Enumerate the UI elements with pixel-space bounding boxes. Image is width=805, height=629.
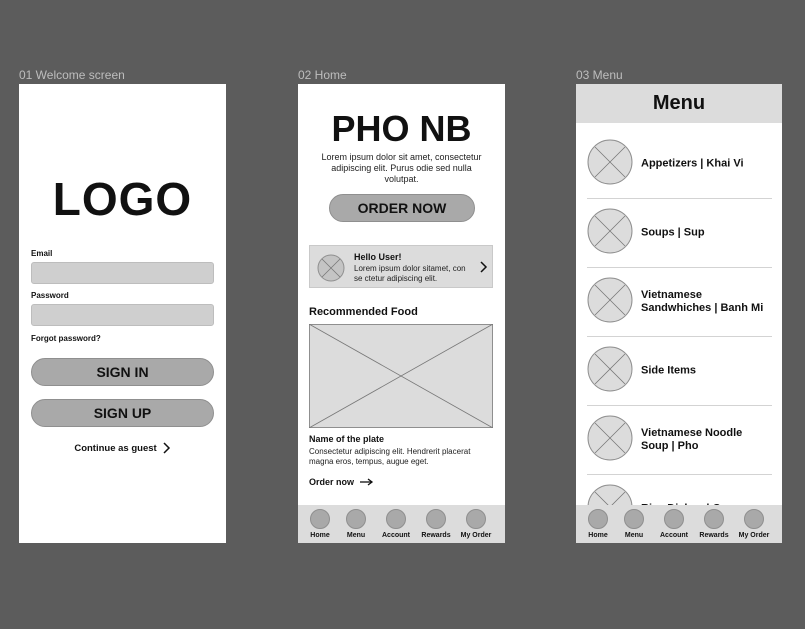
- nav-my-order[interactable]: [456, 509, 496, 539]
- nav-label: My Order: [460, 532, 492, 539]
- menu-item-label: Appetizers | Khai Vi: [641, 157, 744, 170]
- logo: LOGO: [52, 173, 193, 225]
- menu-screen: [576, 84, 782, 543]
- avatar-placeholder-icon: [317, 254, 345, 282]
- nav-menu[interactable]: [614, 509, 654, 539]
- nav-label: Menu: [624, 532, 644, 539]
- menu-item[interactable]: [587, 130, 772, 199]
- forgot-password-link[interactable]: Forgot password?: [31, 334, 101, 343]
- menu-item[interactable]: [587, 268, 772, 337]
- nav-home[interactable]: [300, 509, 340, 539]
- food-placeholder-icon: [587, 346, 633, 392]
- menu-item[interactable]: [587, 199, 772, 268]
- brand-title: PHO NB: [331, 108, 472, 149]
- menu-item[interactable]: [587, 406, 772, 475]
- email-field[interactable]: [31, 262, 214, 284]
- continue-as-guest-link[interactable]: [19, 442, 226, 454]
- rewards-icon: [704, 509, 724, 529]
- nav-label: Menu: [346, 532, 366, 539]
- menu-item[interactable]: [587, 337, 772, 406]
- food-placeholder-icon: [587, 208, 633, 254]
- account-icon: [664, 509, 684, 529]
- plate-description: Consectetur adipiscing elit. Hendrerit placerat magna eros, tempus, augue eget.: [309, 447, 471, 466]
- nav-rewards[interactable]: [416, 509, 456, 539]
- greeting-card[interactable]: [309, 245, 493, 288]
- frame-label-welcome: 01 Welcome screen: [19, 68, 125, 82]
- greeting-text: Lorem ipsum dolor sitamet, con se ctetur adipiscing elit.: [354, 264, 466, 283]
- home-icon: [588, 509, 608, 529]
- menu-icon: [624, 509, 644, 529]
- frame-label-menu: 03 Menu: [576, 68, 623, 82]
- greeting-title: Hello User!: [354, 252, 402, 262]
- welcome-screen: [19, 84, 226, 543]
- nav-my-order[interactable]: [734, 509, 774, 539]
- nav-label: Rewards: [699, 532, 729, 539]
- order-link-label: Order now: [309, 477, 355, 487]
- menu-icon: [346, 509, 366, 529]
- food-placeholder-icon: [587, 415, 633, 461]
- food-placeholder-icon: [587, 277, 633, 323]
- guest-label: Continue as guest: [74, 442, 157, 454]
- nav-account[interactable]: [376, 509, 416, 539]
- food-placeholder-icon: [587, 139, 633, 185]
- bottom-nav: [298, 505, 505, 543]
- menu-item-label: Side Items: [641, 364, 697, 377]
- my-order-icon: [466, 509, 486, 529]
- menu-title: Menu: [652, 92, 706, 114]
- nav-label: Account: [382, 532, 410, 539]
- recommended-heading: Recommended Food: [309, 306, 418, 318]
- menu-item-label: Vietnamese Noodle Soup | Pho: [641, 427, 743, 452]
- food-image-placeholder[interactable]: [309, 324, 493, 428]
- nav-menu[interactable]: [336, 509, 376, 539]
- brand-tagline: Lorem ipsum dolor sit amet, consectetur adipiscing elit. Purus odie sed nulla volutpat.: [321, 152, 482, 184]
- order-now-button[interactable]: ORDER NOW: [329, 194, 475, 222]
- my-order-icon: [744, 509, 764, 529]
- home-screen: [298, 84, 505, 543]
- sign-in-button[interactable]: SIGN IN: [31, 358, 214, 386]
- rewards-icon: [426, 509, 446, 529]
- nav-label: Rewards: [421, 532, 451, 539]
- sign-up-button[interactable]: SIGN UP: [31, 399, 214, 427]
- order-now-link[interactable]: [309, 477, 374, 487]
- nav-label: Home: [310, 532, 330, 539]
- email-label: Email: [31, 249, 53, 258]
- menu-header: [576, 84, 782, 123]
- nav-account[interactable]: [654, 509, 694, 539]
- arrow-right-icon: [360, 478, 374, 486]
- nav-label: My Order: [738, 532, 770, 539]
- bottom-nav: [576, 505, 782, 543]
- nav-home[interactable]: [578, 509, 618, 539]
- password-label: Password: [31, 291, 69, 300]
- home-icon: [310, 509, 330, 529]
- account-icon: [386, 509, 406, 529]
- nav-label: Account: [660, 532, 688, 539]
- chevron-right-icon: [163, 442, 171, 454]
- nav-rewards[interactable]: [694, 509, 734, 539]
- plate-name: Name of the plate: [309, 434, 385, 444]
- menu-item-label: Vietnamese Sandwhiches | Banh Mi: [641, 289, 764, 314]
- chevron-right-icon: [480, 261, 488, 273]
- nav-label: Home: [588, 532, 608, 539]
- frame-label-home: 02 Home: [298, 68, 347, 82]
- menu-item-label: Soups | Sup: [641, 226, 705, 239]
- password-field[interactable]: [31, 304, 214, 326]
